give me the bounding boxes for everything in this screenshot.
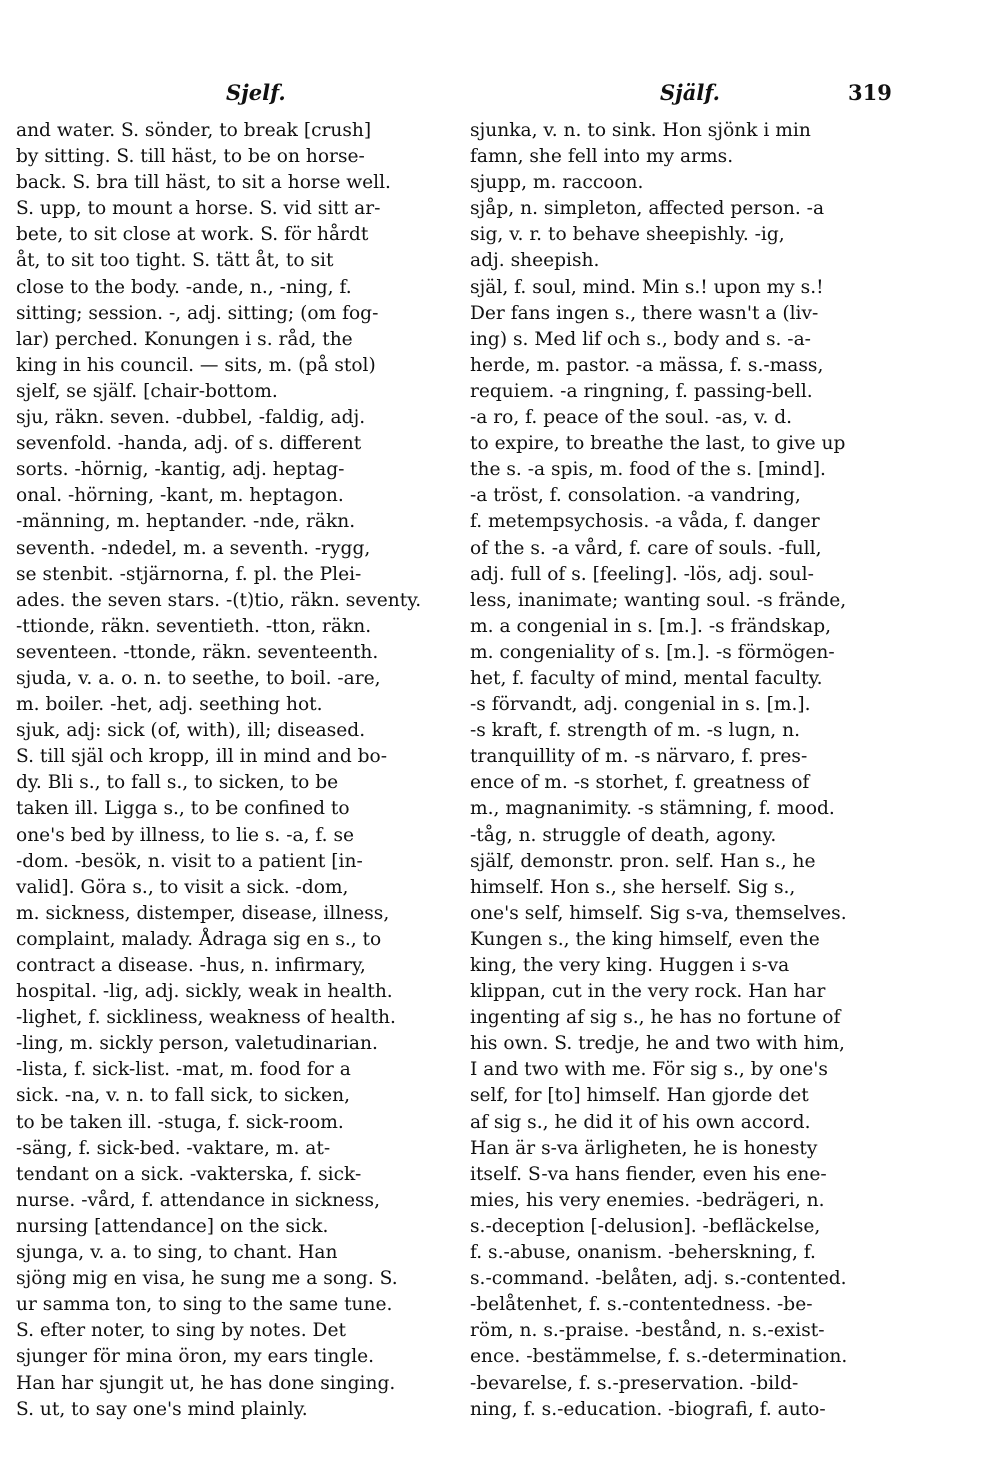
text-line: by sitting. S. till häst, to be on horse- [16, 146, 365, 168]
text-line: self, for [to] himself. Han gjorde det [470, 1085, 809, 1107]
text-line: s.-command. -belåten, adj. s.-contented. [470, 1268, 847, 1290]
text-line: åt, to sit too tight. S. tätt åt, to sit [16, 250, 334, 272]
text-line: seventeen. -ttonde, räkn. seventeenth. [16, 641, 379, 663]
text-line: his own. S. tredje, he and two with him, [470, 1033, 845, 1055]
text-line: sitting; session. -, adj. sitting; (om fog- [16, 302, 379, 324]
text-line: sjuda, v. a. o. n. to seethe, to boil. -are, [16, 667, 381, 689]
text-line: mies, his very enemies. -bedrägeri, n. [470, 1189, 825, 1211]
text-line: ingenting af sig s., he has no fortune of [470, 1007, 841, 1029]
text-line: -ling, m. sickly person, valetudinarian. [16, 1033, 378, 1055]
text-line: and water. S. sönder, to break [crush] [16, 120, 372, 141]
right-running-headword: Själf. [660, 80, 720, 105]
text-line: sig, v. r. to behave sheepishly. -ig, [470, 224, 785, 246]
text-line: -lista, f. sick-list. -mat, m. food for a [16, 1059, 351, 1081]
text-line: ning, f. s.-education. -biografi, f. auto- [470, 1398, 826, 1420]
text-line: -dom. -besök, n. visit to a patient [in- [16, 850, 363, 872]
text-line: sevenfold. -handa, adj. of s. different [16, 433, 362, 455]
text-line: -tåg, n. struggle of death, agony. [470, 824, 777, 846]
text-line: taken ill. Ligga s., to be confined to [16, 798, 350, 820]
text-line: one's self, himself. Sig s-va, themselves. [470, 902, 847, 924]
text-line: -männing, m. heptander. -nde, räkn. [16, 511, 356, 533]
text-line: ades. the seven stars. -(t)tio, räkn. seventy. [16, 589, 422, 611]
text-line: less, inanimate; wanting soul. -s frände, [470, 589, 847, 611]
text-line: of the s. -a vård, f. care of souls. -full, [470, 537, 822, 559]
text-line: seventh. -ndedel, m. a seventh. -rygg, [16, 537, 371, 559]
text-line: itself. S-va hans fiender, even his ene- [470, 1163, 827, 1185]
text-line: -ttionde, räkn. seventieth. -tton, räkn. [16, 615, 372, 637]
text-line: S. till själ och kropp, ill in mind and bo- [16, 746, 388, 768]
text-line: -s kraft, f. strength of m. -s lugn, n. [470, 720, 801, 742]
text-line: sjupp, m. raccoon. [470, 172, 644, 194]
text-line: to be taken ill. -stuga, f. sick-room. [16, 1111, 344, 1133]
text-line: f. s.-abuse, onanism. -beherskning, f. [470, 1242, 816, 1264]
text-line: valid]. Göra s., to visit a sick. -dom, [16, 876, 349, 898]
text-line: klippan, cut in the very rock. Han har [470, 981, 826, 1003]
text-line: ing) s. Med lif och s., body and s. -a- [470, 328, 811, 350]
text-line: sju, räkn. seven. -dubbel, -faldig, adj. [16, 407, 366, 429]
text-line: -belåtenhet, f. s.-contentedness. -be- [470, 1294, 813, 1316]
text-line: -bevarelse, f. s.-preservation. -bild- [470, 1372, 799, 1394]
text-line: f. metempsychosis. -a våda, f. danger [470, 511, 820, 533]
text-line: sjunger för mina öron, my ears tingle. [16, 1346, 375, 1368]
text-line: ur samma ton, to sing to the same tune. [16, 1294, 393, 1316]
text-line: m. a congenial in s. [m.]. -s frändskap, [470, 615, 832, 637]
left-column [16, 118, 456, 1423]
text-line: nurse. -vård, f. attendance in sickness, [16, 1189, 381, 1211]
text-line: -säng, f. sick-bed. -vaktare, m. at- [16, 1137, 331, 1159]
text-line: adj. sheepish. [470, 250, 600, 272]
text-line: sjunka, v. n. to sink. Hon sjönk i min [470, 120, 811, 141]
text-line: S. ut, to say one's mind plainly. [16, 1398, 308, 1420]
text-line: king, the very king. Huggen i s-va [470, 955, 790, 976]
text-line: -a tröst, f. consolation. -a vandring, [470, 485, 801, 507]
text-line: af sig s., he did it of his own accord. [470, 1111, 811, 1133]
text-line: Han är s-va ärligheten, he is honesty [470, 1137, 818, 1159]
text-line: onal. -hörning, -kant, m. heptagon. [16, 485, 344, 507]
text-line: hospital. -lig, adj. sickly, weak in health. [16, 981, 393, 1003]
text-line: king in his council. — sits, m. (på stol) [16, 354, 376, 376]
text-line: famn, she fell into my arms. [470, 146, 734, 168]
text-line: ence. -bestämmelse, f. s.-determination. [470, 1346, 848, 1368]
text-line: back. S. bra till häst, to sit a horse well. [16, 172, 391, 194]
text-line: själ, f. soul, mind. Min s.! upon my s.! [470, 276, 824, 298]
text-line: requiem. -a ringning, f. passing-bell. [470, 380, 813, 402]
text-line: själf, demonstr. pron. self. Han s., he [470, 850, 816, 872]
text-line: contract a disease. -hus, n. infirmary, [16, 955, 366, 976]
text-line: sorts. -hörnig, -kantig, adj. heptag- [16, 459, 345, 481]
text-line: to expire, to breathe the last, to give up [470, 433, 846, 455]
text-line: m., magnanimity. -s stämning, f. mood. [470, 798, 835, 820]
text-line: se stenbit. -stjärnorna, f. pl. the Plei- [16, 563, 362, 585]
text-line: sjuk, adj: sick (of, with), ill; diseased. [16, 720, 366, 742]
text-line: röm, n. s.-praise. -bestånd, n. s.-exist- [470, 1320, 825, 1342]
text-line: tranquillity of m. -s närvaro, f. pres- [470, 746, 808, 768]
text-line: sjöng mig en visa, he sung me a song. S. [16, 1268, 398, 1290]
text-line: herde, m. pastor. -a mässa, f. s.-mass, [470, 354, 824, 376]
text-line: S. upp, to mount a horse. S. vid sitt ar- [16, 198, 381, 220]
text-line: Der fans ingen s., there wasn't a (liv- [470, 302, 819, 324]
right-column [470, 118, 910, 1423]
text-line: bete, to sit close at work. S. för hårdt [16, 224, 369, 246]
text-line: sjunga, v. a. to sing, to chant. Han [16, 1242, 338, 1264]
text-line: nursing [attendance] on the sick. [16, 1215, 329, 1237]
text-line: m. congeniality of s. [m.]. -s förmögen- [470, 641, 835, 663]
text-line: sjåp, n. simpleton, affected person. -a [470, 198, 825, 220]
text-line: tendant on a sick. -vakterska, f. sick- [16, 1163, 362, 1185]
text-line: S. efter noter, to sing by notes. Det [16, 1320, 346, 1342]
text-line: himself. Hon s., she herself. Sig s., [470, 876, 796, 898]
text-line: close to the body. -ande, n., -ning, f. [16, 276, 352, 298]
text-line: the s. -a spis, m. food of the s. [mind]. [470, 459, 826, 481]
text-line: ence of m. -s storhet, f. greatness of [470, 772, 810, 794]
text-line: m. sickness, distemper, disease, illness, [16, 902, 390, 924]
text-line: Kungen s., the king himself, even the [470, 928, 820, 950]
text-line: -lighet, f. sickliness, weakness of health. [16, 1007, 396, 1029]
text-line: sjelf, se själf. [chair-bottom. [16, 380, 278, 402]
text-line: lar) perched. Konungen i s. råd, the [16, 328, 353, 350]
page-number: 319 [848, 80, 892, 105]
text-line: complaint, malady. Ådraga sig en s., to [16, 928, 382, 950]
left-running-headword: Sjelf. [226, 80, 286, 105]
text-line: s.-deception [-delusion]. -befläckelse, [470, 1215, 821, 1237]
text-line: one's bed by illness, to lie s. -a, f. se [16, 824, 355, 846]
text-line: I and two with me. För sig s., by one's [470, 1059, 828, 1081]
text-line: Han har sjungit ut, he has done singing. [16, 1372, 396, 1394]
running-header [0, 80, 992, 110]
text-line: adj. full of s. [feeling]. -lös, adj. soul- [470, 563, 814, 585]
text-line: -a ro, f. peace of the soul. -as, v. d. [470, 407, 793, 429]
text-line: dy. Bli s., to fall s., to sicken, to be [16, 772, 339, 794]
text-line: -s förvandt, adj. congenial in s. [m.]. [470, 694, 811, 716]
text-line: sick. -na, v. n. to fall sick, to sicken, [16, 1085, 351, 1107]
text-line: m. boiler. -het, adj. seething hot. [16, 694, 323, 716]
text-line: het, f. faculty of mind, mental faculty. [470, 667, 823, 689]
